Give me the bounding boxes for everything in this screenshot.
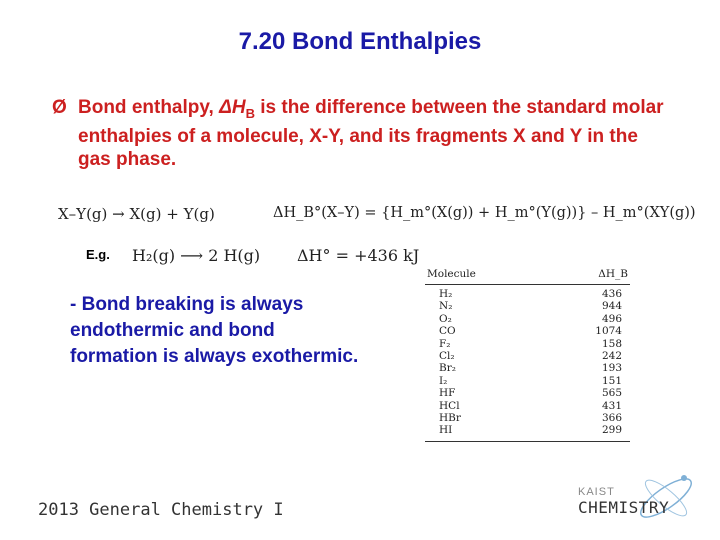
table-row [425,412,630,424]
table-row [425,288,630,300]
molecule-cell: HF [439,387,456,400]
enthalpy-value-cell: 158 [601,337,622,350]
bond-enthalpy-table [425,266,630,442]
table-row [425,375,630,387]
logo-big-text: CHEMISTRY [578,498,670,517]
table-row [425,387,630,399]
delta-h-subscript: B [245,105,255,121]
table-header [425,266,630,285]
definition-text-start: Bond enthalpy, [78,97,220,118]
molecule-cell: HI [439,424,453,437]
table-body [425,285,630,442]
enthalpy-value-cell: 436 [601,288,622,300]
kaist-chemistry-logo [578,468,698,528]
enthalpy-value-cell: 242 [601,349,622,362]
molecule-cell: Cl₂ [439,349,455,362]
molecule-cell: I₂ [439,374,448,387]
example-label: E.g. [86,247,110,262]
definition-text [78,96,672,171]
enthalpy-value-cell: 431 [601,399,622,412]
molecule-orbit-icon [634,468,698,526]
slide-title: 7.20 Bond Enthalpies [238,28,482,55]
table-row [425,325,630,337]
dissociation-equation: X–Y(g) → X(g) + Y(g) [58,205,215,223]
molecule-cell: N₂ [439,300,453,313]
bond-enthalpy-formula: ΔH_B°(X–Y) = {H_m°(X(g)) + H_m°(Y(g))} – H_m°(XY(g)) [273,205,696,221]
example-reaction: H₂(g) ⟶ 2 H(g) [132,246,261,265]
molecule-cell: F₂ [439,337,451,350]
enthalpy-value-cell: 193 [601,362,622,375]
molecule-cell: CO [439,325,456,338]
enthalpy-value-cell: 1074 [595,325,622,338]
molecule-cell: HCl [439,399,460,412]
enthalpy-value-cell: 151 [601,374,622,387]
delta-h-symbol: ΔH [219,97,246,118]
table-row [425,300,630,312]
bullet-arrow-icon: Ø [52,97,67,118]
table-row [425,350,630,362]
enthalpy-value-cell: 944 [601,300,622,313]
table-row [425,338,630,350]
course-footer: 2013 General Chemistry I [38,500,284,520]
molecule-cell: H₂ [439,288,453,300]
definition-text-end: is the difference between the standard molar enthalpies of a molecule, X-Y, and its fragments X and Y in the gas phase. [78,97,664,170]
table-row [425,400,630,412]
enthalpy-value-cell: 565 [601,387,622,400]
enthalpy-value-cell: 496 [601,312,622,325]
column-header-molecule: Molecule [427,268,476,280]
molecule-cell: Br₂ [439,362,456,375]
logo-small-text: KAIST [578,486,615,498]
example-enthalpy: ΔH° = +436 kJ [297,246,420,265]
table-row [425,424,630,436]
enthalpy-value-cell: 366 [601,411,622,424]
table-row [425,313,630,325]
enthalpy-value-cell: 299 [601,424,622,437]
definition-bullet [52,96,672,171]
molecule-cell: O₂ [439,312,452,325]
table-row [425,362,630,374]
molecule-cell: HBr [439,411,461,424]
bond-breaking-note: - Bond breaking is always endothermic and bond formation is always exothermic. [70,294,359,367]
column-header-value: ΔH_B [598,268,628,280]
